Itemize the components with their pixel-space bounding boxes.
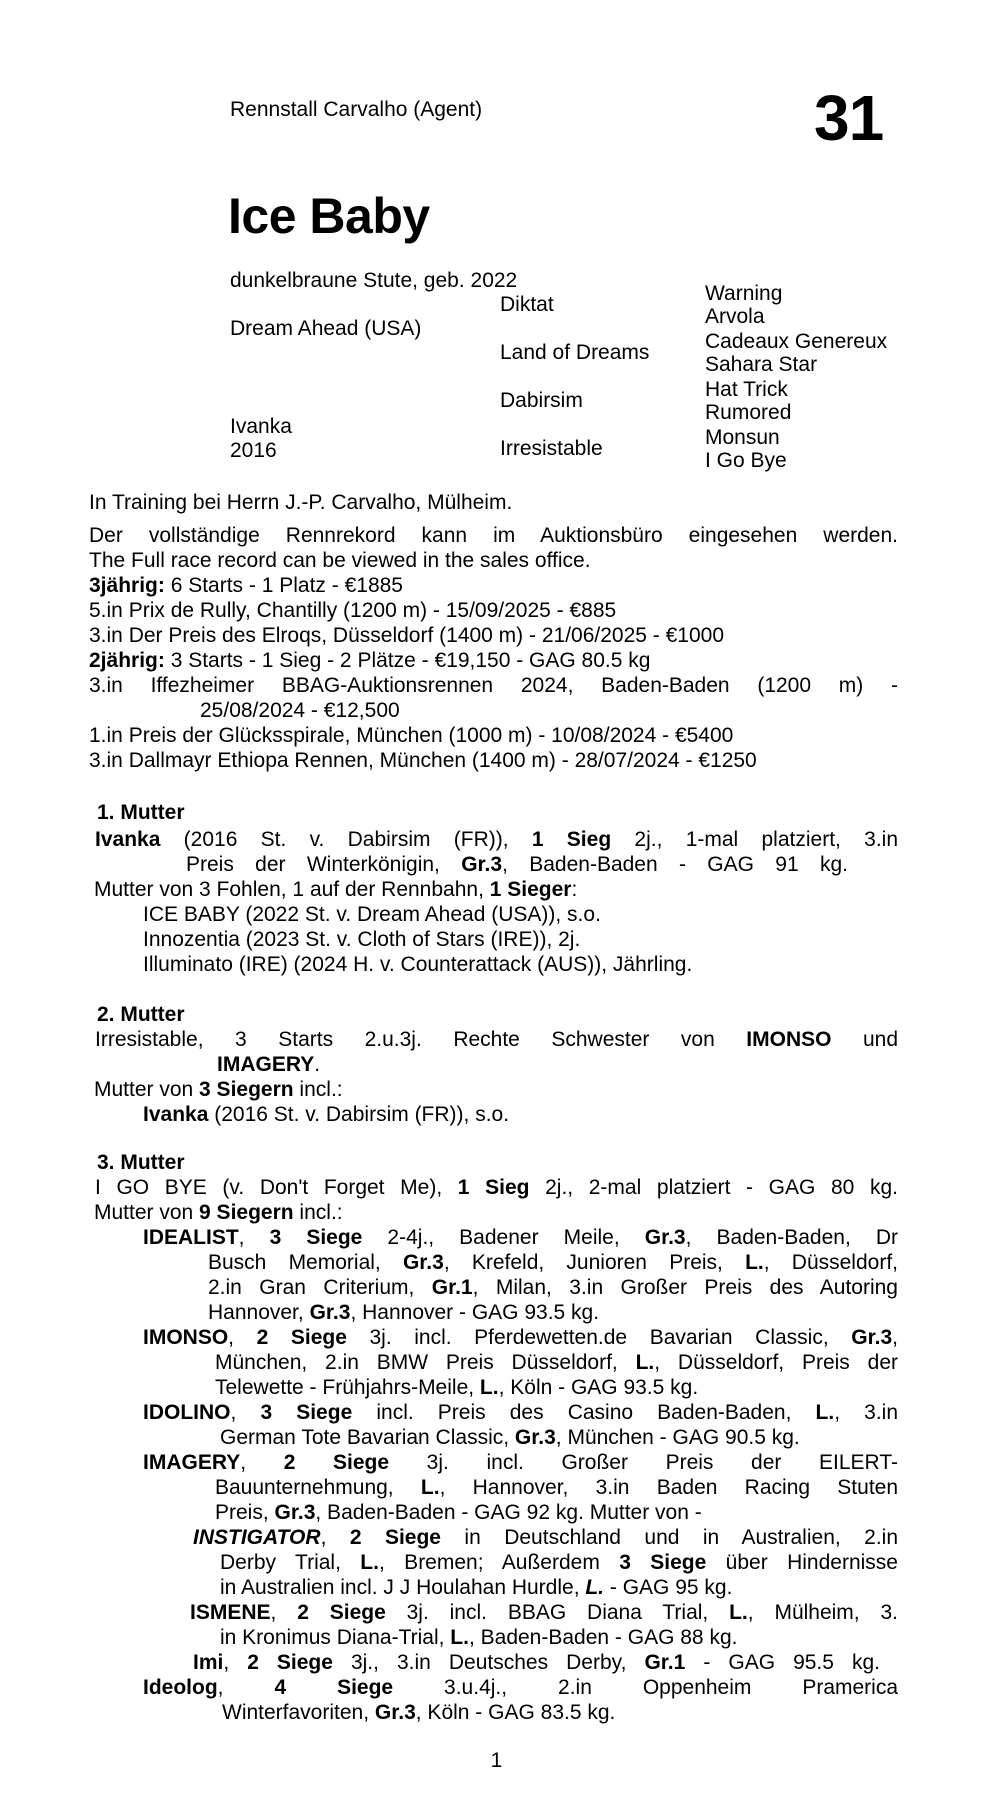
text-run: (2016 St. v. Dabirsim (FR)), s.o. bbox=[208, 1103, 510, 1126]
text-run: Mutter von bbox=[94, 1201, 200, 1224]
text-run: Bauunternehmung, bbox=[215, 1476, 421, 1499]
pedigree-gen2-sire-sire: Diktat bbox=[500, 293, 554, 316]
text-run: Preis, bbox=[215, 1501, 275, 1524]
sub-produce-entry bbox=[193, 1525, 898, 1551]
text-run: , Düsseldorf, bbox=[763, 1251, 898, 1274]
text-run: Der vollständige Rennrekord kann im Auktionsbüro eingesehen werden. bbox=[89, 524, 898, 547]
emphasis-run: 3 Siege bbox=[619, 1551, 707, 1574]
pedigree-gen3-2: Arvola bbox=[705, 305, 765, 328]
race-result bbox=[89, 673, 898, 699]
sub-produce-entry-continuation bbox=[220, 1550, 898, 1576]
text-run: , Hannover, 3.in Baden Racing Stuten bbox=[439, 1476, 898, 1499]
text-run: Illuminato (IRE) (2024 H. v. Counterattack (AUS)), Jährling. bbox=[143, 953, 693, 976]
produce-entry-continuation bbox=[215, 1350, 898, 1376]
text-run: München, 2.in BMW Preis Düsseldorf, bbox=[215, 1351, 636, 1374]
horse-description: dunkelbraune Stute, geb. 2022 bbox=[230, 269, 518, 292]
emphasis-run: 3 Siegern bbox=[199, 1078, 294, 1101]
emphasis-run: 1 Sieg bbox=[531, 828, 612, 851]
text-run: incl.: bbox=[293, 1078, 343, 1101]
training-line bbox=[89, 490, 898, 516]
produce-entry bbox=[143, 1675, 898, 1701]
produce-entry-continuation bbox=[208, 1250, 898, 1276]
text-run: , Mülheim, 3. bbox=[747, 1601, 898, 1624]
text-run: I GO BYE (v. Don't Forget Me), bbox=[95, 1176, 458, 1199]
horse-name: Ice Baby bbox=[228, 188, 430, 244]
emphasis-run: L. bbox=[585, 1576, 605, 1599]
text-run: und bbox=[831, 1028, 898, 1051]
text-run: Preis der Winterkönigin, bbox=[186, 853, 462, 876]
text-run: , bbox=[270, 1601, 298, 1624]
text-run: 25/08/2024 - €12,500 bbox=[200, 699, 400, 722]
pedigree-gen3-8: I Go Bye bbox=[705, 449, 787, 472]
text-run: Derby Trial, bbox=[220, 1551, 361, 1574]
text-run: über Hindernisse bbox=[706, 1551, 898, 1574]
produce-entry bbox=[143, 1225, 898, 1251]
emphasis-run: IMONSO bbox=[746, 1028, 832, 1051]
text-run: , Köln - GAG 83.5 kg. bbox=[415, 1701, 616, 1724]
text-run: incl.: bbox=[293, 1201, 343, 1224]
text-run: - GAG 95.5 kg. bbox=[685, 1651, 880, 1674]
pedigree-sire: Dream Ahead (USA) bbox=[230, 317, 422, 340]
emphasis-run: Gr.3 bbox=[274, 1501, 316, 1524]
text-run: 3.in Dallmayr Ethiopa Rennen, München (1400 m) - 28/07/2024 - €1250 bbox=[89, 749, 757, 772]
emphasis-run: 4 Siege bbox=[274, 1676, 394, 1699]
emphasis-run: L. bbox=[729, 1601, 748, 1624]
produce-entry bbox=[143, 902, 898, 928]
emphasis-run: Gr.3 bbox=[374, 1701, 416, 1724]
text-run: 3.in Iffezheimer BBAG-Auktionsrennen 2024, Baden-Baden (1200 m) - bbox=[89, 674, 898, 697]
emphasis-run: Gr.3 bbox=[514, 1426, 556, 1449]
text-run: , Hannover - GAG 93.5 kg. bbox=[350, 1301, 600, 1324]
text-run: ICE BABY (2022 St. v. Dream Ahead (USA)), s.o. bbox=[143, 903, 601, 926]
sub-produce-entry-continuation bbox=[220, 1575, 898, 1601]
emphasis-run: Gr.3 bbox=[309, 1301, 351, 1324]
race-result-continuation bbox=[200, 698, 898, 724]
text-run: , Baden-Baden - GAG 91 kg. bbox=[502, 853, 848, 876]
pedigree-gen3-6: Rumored bbox=[705, 401, 792, 424]
text-run: 3.in Der Preis des Elroqs, Düsseldorf (1400 m) - 21/06/2025 - €1000 bbox=[89, 624, 724, 647]
produce-entry-continuation bbox=[215, 1375, 898, 1401]
produce-entry-continuation bbox=[208, 1300, 898, 1326]
text-run: 3j., 3.in Deutsches Derby, bbox=[332, 1651, 645, 1674]
text-run: In Training bei Herrn J.-P. Carvalho, Mülheim. bbox=[89, 491, 513, 514]
emphasis-run: Gr.3 bbox=[644, 1226, 686, 1249]
text-run: , Düsseldorf, Preis der bbox=[654, 1351, 898, 1374]
text-run: 3j. incl. Pferdewetten.de Bavarian Classic, bbox=[346, 1326, 852, 1349]
text-run: , bbox=[240, 1451, 284, 1474]
produce-entry-continuation bbox=[220, 1625, 898, 1651]
emphasis-run: 1. Mutter bbox=[97, 801, 185, 824]
produce-entry bbox=[143, 952, 898, 978]
pedigree-gen3-7: Monsun bbox=[705, 426, 780, 449]
text-run: 3j. incl. Großer Preis der EILERT- bbox=[389, 1451, 898, 1474]
produce-entry bbox=[190, 1600, 898, 1626]
text-run: , Baden-Baden - GAG 92 kg. Mutter von - bbox=[315, 1501, 702, 1524]
text-run: , Krefeld, Junioren Preis, bbox=[443, 1251, 746, 1274]
text-run: , Baden-Baden, Dr bbox=[685, 1226, 898, 1249]
consignor-name: Rennstall Carvalho (Agent) bbox=[230, 98, 483, 121]
emphasis-run: 3jährig: bbox=[89, 574, 165, 597]
season-2yo-summary bbox=[89, 648, 898, 674]
text-run: (2016 St. v. Dabirsim (FR)), bbox=[160, 828, 532, 851]
emphasis-run: L. bbox=[745, 1251, 764, 1274]
text-run: , 3.in bbox=[834, 1401, 898, 1424]
text-run: German Tote Bavarian Classic, bbox=[220, 1426, 515, 1449]
produce-entry bbox=[193, 1650, 880, 1676]
produce-entry-continuation bbox=[215, 1475, 898, 1501]
text-run: Telewette - Frühjahrs-Meile, bbox=[215, 1376, 480, 1399]
pedigree-gen2-dam-dam: Irresistable bbox=[500, 437, 603, 460]
text-run: 2.in Gran Criterium, bbox=[208, 1276, 432, 1299]
page-number: 1 bbox=[490, 1749, 503, 1772]
emphasis-run: Ivanka bbox=[95, 828, 161, 851]
dam-record-line bbox=[95, 1027, 898, 1053]
text-run: 2j., 2-mal platziert - GAG 80 kg. bbox=[529, 1176, 898, 1199]
record-note-en bbox=[89, 548, 898, 574]
race-result bbox=[89, 748, 898, 774]
race-result bbox=[89, 723, 898, 749]
race-result bbox=[89, 598, 898, 624]
text-run: , bbox=[320, 1526, 350, 1549]
produce-entry-continuation bbox=[220, 1425, 898, 1451]
section-heading-first-dam bbox=[97, 800, 898, 826]
text-run: : bbox=[571, 878, 578, 901]
text-run: Hannover, bbox=[208, 1301, 310, 1324]
text-run: Mutter von 3 Fohlen, 1 auf der Rennbahn, bbox=[94, 878, 490, 901]
text-run: - GAG 95 kg. bbox=[604, 1576, 733, 1599]
emphasis-run: L. bbox=[815, 1401, 835, 1424]
season-3yo-summary bbox=[89, 573, 898, 599]
text-run: , Bremen; Außerdem bbox=[378, 1551, 620, 1574]
text-run: 6 Starts - 1 Platz - €1885 bbox=[164, 574, 403, 597]
dam-record-continuation bbox=[217, 1052, 898, 1078]
text-run: , bbox=[230, 1401, 261, 1424]
section-heading-third-dam bbox=[97, 1150, 898, 1176]
pedigree-gen2-sire-dam: Land of Dreams bbox=[500, 341, 650, 364]
emphasis-run: L. bbox=[635, 1351, 655, 1374]
text-run: incl. Preis des Casino Baden-Baden, bbox=[352, 1401, 816, 1424]
emphasis-run: L. bbox=[360, 1551, 379, 1574]
produce-entry bbox=[143, 1325, 898, 1351]
produce-entry-continuation bbox=[215, 1500, 898, 1526]
text-run: . bbox=[314, 1053, 321, 1076]
emphasis-run: Ivanka bbox=[143, 1103, 209, 1126]
emphasis-run: L. bbox=[450, 1626, 469, 1649]
text-run: in Australien incl. J J Houlahan Hurdle, bbox=[220, 1576, 586, 1599]
lot-number: 31 bbox=[814, 82, 884, 154]
emphasis-run: 2jährig: bbox=[89, 649, 165, 672]
emphasis-run: 9 Siegern bbox=[199, 1201, 294, 1224]
text-run: Mutter von bbox=[94, 1078, 200, 1101]
emphasis-run: 2 Siege bbox=[256, 1326, 347, 1349]
text-run: , bbox=[228, 1326, 257, 1349]
dam-record-line bbox=[95, 1175, 898, 1201]
emphasis-run: 2 Siege bbox=[283, 1451, 390, 1474]
race-result bbox=[89, 623, 898, 649]
text-run: 1.in Preis der Glücksspirale, München (1000 m) - 10/08/2024 - €5400 bbox=[89, 724, 734, 747]
emphasis-run: IMONSO bbox=[143, 1326, 229, 1349]
text-run: , Köln - GAG 93.5 kg. bbox=[498, 1376, 699, 1399]
emphasis-run: IDOLINO bbox=[143, 1401, 231, 1424]
emphasis-run: IDEALIST bbox=[143, 1226, 239, 1249]
text-run: , Baden-Baden - GAG 88 kg. bbox=[468, 1626, 738, 1649]
emphasis-run: 3 Siege bbox=[269, 1226, 363, 1249]
text-run: 3 Starts - 1 Sieg - 2 Plätze - €19,150 - GAG 80.5 kg bbox=[164, 649, 651, 672]
emphasis-run: ISMENE bbox=[190, 1601, 271, 1624]
pedigree-gen3-5: Hat Trick bbox=[705, 378, 788, 401]
emphasis-run: Imi bbox=[193, 1651, 224, 1674]
text-run: 2-4j., Badener Meile, bbox=[362, 1226, 645, 1249]
pedigree-gen3-3: Cadeaux Genereux bbox=[705, 330, 888, 353]
text-run: in Deutschland und in Australien, 2.in bbox=[441, 1526, 898, 1549]
produce-entry bbox=[143, 1400, 898, 1426]
pedigree-dam-year: 2016 bbox=[230, 439, 277, 462]
text-run: 3.u.4j., 2.in Oppenheim Pramerica bbox=[393, 1676, 898, 1699]
emphasis-run: Gr.1 bbox=[431, 1276, 473, 1299]
text-run: Busch Memorial, bbox=[208, 1251, 403, 1274]
emphasis-run: 2 Siege bbox=[349, 1526, 441, 1549]
text-run: Winterfavoriten, bbox=[222, 1701, 375, 1724]
emphasis-run: Gr.1 bbox=[644, 1651, 686, 1674]
emphasis-run: 2 Siege bbox=[297, 1601, 386, 1624]
section-heading-second-dam bbox=[97, 1002, 898, 1028]
emphasis-run: L. bbox=[479, 1376, 499, 1399]
produce-summary bbox=[94, 1077, 898, 1103]
pedigree-gen3-4: Sahara Star bbox=[705, 353, 818, 376]
text-run: , München - GAG 90.5 kg. bbox=[555, 1426, 800, 1449]
produce-entry-continuation bbox=[208, 1275, 898, 1301]
text-run: 2j., 1-mal platziert, 3.in bbox=[611, 828, 898, 851]
emphasis-run: 3. Mutter bbox=[97, 1151, 185, 1174]
emphasis-run: Gr.3 bbox=[851, 1326, 893, 1349]
emphasis-run: L. bbox=[420, 1476, 440, 1499]
emphasis-run: 2. Mutter bbox=[97, 1003, 185, 1026]
emphasis-run: 2 Siege bbox=[247, 1651, 333, 1674]
text-run: 3j. incl. BBAG Diana Trial, bbox=[385, 1601, 730, 1624]
produce-entry-continuation bbox=[222, 1700, 898, 1726]
text-run: in Kronimus Diana-Trial, bbox=[220, 1626, 451, 1649]
produce-entry bbox=[143, 1450, 898, 1476]
text-run: , Milan, 3.in Großer Preis des Autoring bbox=[472, 1276, 898, 1299]
emphasis-run: IMAGERY bbox=[143, 1451, 241, 1474]
pedigree-dam: Ivanka bbox=[230, 415, 292, 438]
produce-summary bbox=[94, 877, 898, 903]
produce-entry bbox=[143, 1102, 898, 1128]
dam-record-continuation bbox=[186, 852, 848, 878]
emphasis-run: Gr.3 bbox=[402, 1251, 444, 1274]
pedigree-gen2-dam-sire: Dabirsim bbox=[500, 389, 583, 412]
emphasis-run: 1 Sieger bbox=[489, 878, 572, 901]
emphasis-run: IMAGERY bbox=[217, 1053, 315, 1076]
emphasis-run: Ideolog bbox=[143, 1676, 218, 1699]
text-run: Irresistable, 3 Starts 2.u.3j. Rechte Schwester von bbox=[95, 1028, 747, 1051]
produce-entry bbox=[143, 927, 898, 953]
text-run: The Full race record can be viewed in the sales office. bbox=[89, 549, 591, 572]
text-run: 5.in Prix de Rully, Chantilly (1200 m) - 15/09/2025 - €885 bbox=[89, 599, 617, 622]
text-run: , bbox=[238, 1226, 270, 1249]
text-run: Innozentia (2023 St. v. Cloth of Stars (IRE)), 2j. bbox=[143, 928, 581, 951]
emphasis-run: 3 Siege bbox=[260, 1401, 353, 1424]
emphasis-run: 1 Sieg bbox=[457, 1176, 530, 1199]
dam-record-line bbox=[95, 827, 898, 853]
pedigree-gen3-1: Warning bbox=[705, 282, 783, 305]
text-run: , bbox=[217, 1676, 275, 1699]
record-note-de bbox=[89, 523, 898, 549]
text-run: , bbox=[223, 1651, 248, 1674]
produce-summary bbox=[94, 1200, 898, 1226]
emphasis-run: INSTIGATOR bbox=[193, 1526, 321, 1549]
emphasis-run: Gr.3 bbox=[461, 853, 503, 876]
text-run: , bbox=[892, 1326, 898, 1349]
